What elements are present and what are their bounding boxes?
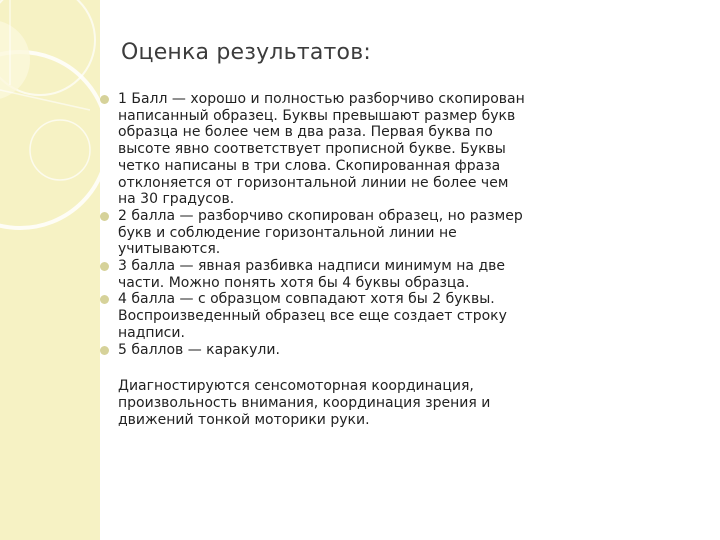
- slide-content: [100, 91, 530, 428]
- list-item: [100, 91, 530, 208]
- slide-title: Оценка результатов:: [121, 40, 371, 65]
- list-item-text: 2 балла — разборчиво скопирован образец, но размер букв и соблюдение горизонтальной линии не учитываются.: [118, 207, 523, 258]
- bullet-icon: [100, 295, 109, 304]
- list-item-text: 1 Балл — хорошо и полностью разборчиво скопирован написанный образец. Буквы превышают размер букв образца не более чем в два раза. Первая буква по высоте явно соответствует прописной букве. Буквы четко написаны в три слова. Скопированная фраза отклоняется от горизонтальной линии не более чем на 30 градусов.: [118, 91, 525, 208]
- bullet-icon: [100, 346, 109, 355]
- list-item: [100, 208, 530, 258]
- list-item-text: 3 балла — явная разбивка надписи минимум на две части. Можно понять хотя бы 4 буквы образца.: [118, 258, 506, 291]
- bullet-icon: [100, 262, 109, 271]
- list-item: [100, 291, 530, 341]
- bullet-icon: [100, 212, 109, 221]
- diagnostic-note: Диагностируются сенсомоторная координация, произвольность внимания, координация зрения и движений тонкой моторики руки.: [118, 378, 491, 428]
- decorative-circles: [0, 0, 100, 540]
- list-item-text: 4 балла — с образцом совпадают хотя бы 2 буквы. Воспроизведенный образец все еще создает строку надписи.: [118, 291, 507, 341]
- list-item: [100, 258, 530, 291]
- list-item-text: 5 баллов — каракули.: [118, 341, 280, 358]
- decorative-band: [0, 0, 100, 540]
- bullet-icon: [100, 95, 109, 104]
- criteria-list: [100, 91, 530, 358]
- list-item: [100, 342, 530, 359]
